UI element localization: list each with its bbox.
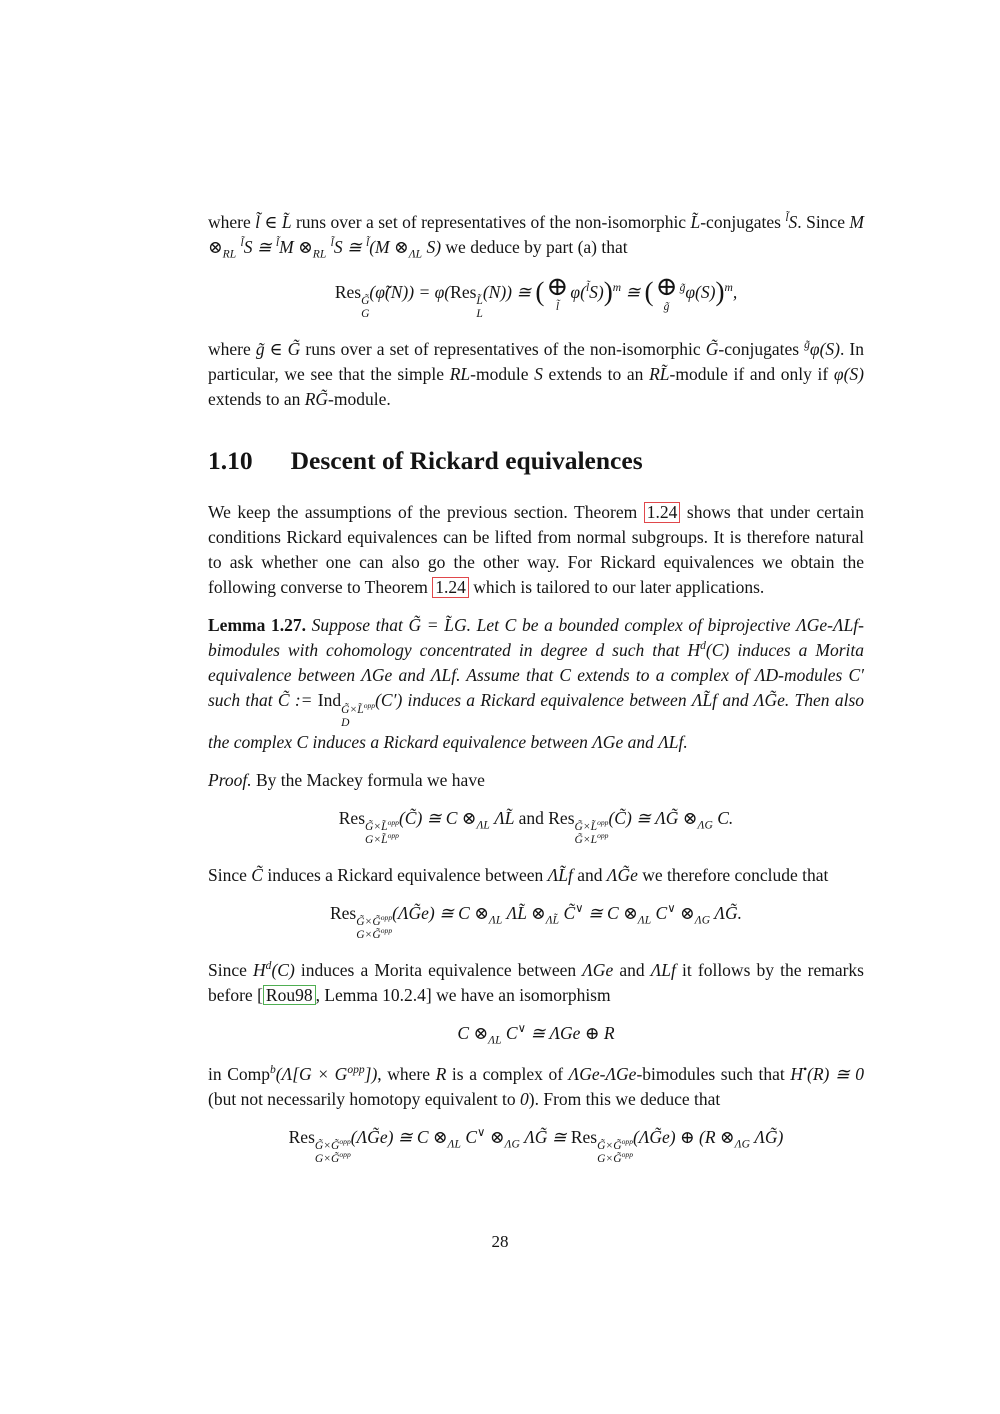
paragraph-conjugates-g: where g̃ ∈ G̃ runs over a set of representatives of the non-isomorphic G̃-conjugates $^{g̃}$φ(S). In particular, we see that the simple RL-module S extends to an RL̃-module if and only if φ(S) extends to an RG̃-module. bbox=[208, 339, 865, 410]
display-equation-res-gge: Res G̃×G̃$^{opp}$ G×G̃$^{opp}$ (ΛG̃e) ≅ C $\otimes_{\Lambda L}$ ΛL̃ $\otimes_{\Lambda L̃}$ C̃∨ ≅ C $\otimes_{\Lambda L}$ C∨ $\otimes_{\Lambda G}$ ΛG̃. bbox=[329, 902, 743, 942]
lemma-1-27 bbox=[208, 613, 864, 754]
big-oplus-operator: ⊕ g̃ bbox=[655, 272, 678, 314]
sup-sub-stack: G̃×L̃$^{opp}$ D bbox=[341, 700, 376, 729]
section-number: 1.10 bbox=[208, 446, 253, 476]
sup-sub-stack: G̃×G̃$^{opp}$ G×G̃$^{opp}$ bbox=[356, 913, 393, 942]
sup-sub-stack: G̃×L̃$^{opp}$ $G̃\times L^{opp}$ bbox=[574, 818, 609, 846]
paragraph-section-intro: We keep the assumptions of the previous section. Theorem 1.24 shows that under certain conditions Rickard equivalences can be lifted from normal subgroups. It is therefore natural to ask whether one can also go the other way. For Rickard equivalences we obtain the following converse to Theorem 1.24 which is tailored to our later applications. bbox=[208, 502, 864, 598]
content-column bbox=[208, 210, 864, 1182]
paragraph-comp: in Comp$^b$(Λ[G × $G^{opp}$]), where R is a complex of ΛGe-ΛGe-bimodules such that H•(R) ≅ 0 (but not necessarily homotopy equivalent to 0). From this we deduce that bbox=[208, 1063, 864, 1109]
sup-sub-stack: L̃ L bbox=[476, 295, 483, 321]
proof-intro-text: By the Mackey formula we have bbox=[255, 769, 485, 790]
big-oplus-operator: ⊕ l̃ bbox=[546, 272, 569, 314]
page-number: 28 bbox=[491, 1232, 509, 1251]
display-equation-mackey: Res G̃×L̃$^{opp}$ G×L̃$^{opp}$ (C̃) ≅ C $\otimes_{\Lambda L}$ ΛL̃ and Res G̃×L̃$^{opp}$ $G̃\times L^{opp}$ (C̃) ≅ ΛG̃ $\otimes_{\Lambda G}$ C. bbox=[338, 807, 734, 846]
citation-link[interactable]: Rou98 bbox=[263, 985, 316, 1005]
paragraph-since-morita: Since $H^d(C)$ induces a Morita equivalence between ΛGe and ΛLf it follows by the remarks before [ Rou98 , Lemma 10.2.4] we have an isomorphism bbox=[208, 959, 864, 1005]
paragraph-since-rickard: Since C̃ induces a Rickard equivalence between ΛL̃f and ΛG̃e we therefore conclude that bbox=[208, 864, 829, 885]
internal-ref-link[interactable]: 1.24 bbox=[432, 577, 469, 597]
internal-ref-link[interactable]: 1.24 bbox=[644, 502, 681, 522]
sup-sub-stack: G̃×G̃$^{opp}$ G×G̃$^{opp}$ bbox=[314, 1137, 351, 1165]
display-equation-splitting: C $\otimes_{\Lambda L}$ C∨ ≅ ΛGe ⊕ R bbox=[457, 1022, 615, 1047]
proof-paragraph bbox=[208, 768, 864, 793]
sup-sub-stack: G̃ G bbox=[361, 295, 370, 321]
lemma-body: Suppose that G̃ = L̃G. Let C be a bounded complex of biprojective ΛGe-ΛLf-bimodules with cohomology concentrated in degree d such that $H^d(C)$ induces a Morita equivalence between ΛGe and ΛLf. Assume that C extends to a complex of ΛD-modules C′ such that C̃ := Ind G̃×L̃$^{opp}$ D (C′) induces a Rickard equivalence between ΛL̃f and ΛG̃e. Then also the complex C induces a Rickard equivalence between ΛGe and ΛLf. bbox=[208, 615, 865, 752]
section-title: Descent of Rickard equivalences bbox=[290, 446, 643, 476]
sup-sub-stack: G̃×L̃$^{opp}$ G×L̃$^{opp}$ bbox=[365, 818, 399, 846]
paragraph-conjugates-l: where l̃ ∈ L̃ runs over a set of representatives of the non-isomorphic L̃-conjugates $^{l̃}$S. Since M $\otimes_{RL}$ $^{l̃}$S ≅ $^{l̃}$M $\otimes_{RL}$ $^{l̃}$S ≅ $^{l̃}$(M $\otimes_{\Lambda L}$ S) we deduce by part (a) that bbox=[208, 212, 864, 261]
proof-label: Proof. bbox=[208, 769, 252, 790]
display-equation-final: Res G̃×G̃$^{opp}$ G×G̃$^{opp}$ (ΛG̃e) ≅ C $\otimes_{\Lambda L}$ C∨ $\otimes_{\Lambda G}$ ΛG̃ ≅ Res G̃×G̃$^{opp}$ G×G̃$^{opp}$ (ΛG̃e) ⊕ (R $\otimes_{\Lambda G}$ ΛG̃) bbox=[288, 1126, 784, 1165]
display-equation-restriction: Res G̃ G (φ̃(N)) = φ(Res L̃ L (N)) ≅ ( ⊕ l̃ φ($^{l̃}$S))$^m$ ≅ ( ⊕ g̃ $^{g̃}$φ(S))$^m$, bbox=[334, 272, 738, 321]
sup-sub-stack: G̃×G̃$^{opp}$ G×G̃$^{opp}$ bbox=[597, 1137, 633, 1165]
section-heading bbox=[208, 446, 864, 475]
lemma-label: Lemma 1.27. bbox=[208, 615, 306, 636]
